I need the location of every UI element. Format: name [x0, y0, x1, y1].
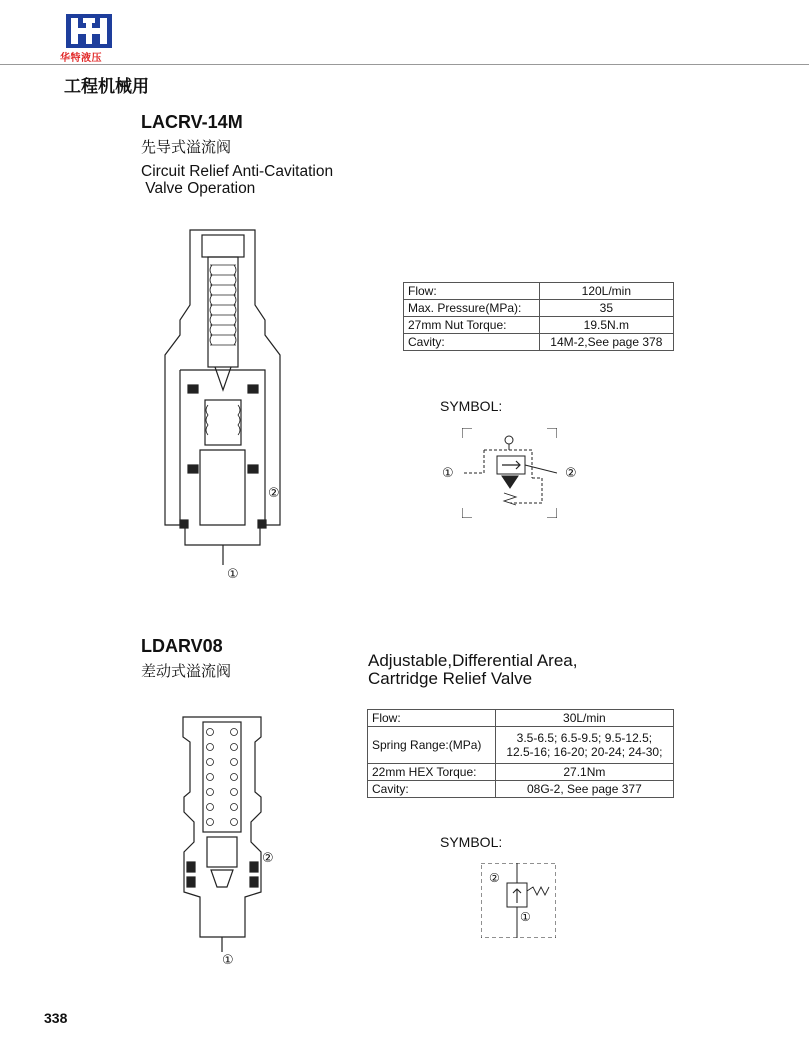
product1-symbol-port1: ① — [442, 465, 454, 480]
product2-symbol-label: SYMBOL: — [440, 834, 503, 850]
header-divider — [0, 64, 809, 65]
product1-spec-table — [403, 282, 674, 351]
table-row — [368, 710, 674, 727]
product2-symbol-port1: ① — [520, 910, 531, 924]
table-row — [404, 317, 674, 334]
product1-desc-line2: Valve Operation — [141, 180, 256, 197]
section-title: 工程机械用 — [64, 77, 149, 96]
spec-value: 120L/min — [539, 283, 673, 300]
product1-desc-line1: Circuit Relief Anti-Cavitation — [141, 163, 334, 180]
spec-label: 27mm Nut Torque: — [404, 317, 540, 334]
table-row — [404, 283, 674, 300]
spec-label: Spring Range:(MPa) — [368, 727, 496, 764]
spec-value-line2: 12.5-16; 16-20; 20-24; 24-30; — [506, 745, 663, 759]
product2-drawing-port1-label: ① — [222, 952, 234, 967]
product2-drawing-port2-label: ② — [262, 850, 274, 865]
table-row — [368, 764, 674, 781]
spec-value: 30L/min — [495, 710, 673, 727]
product2-desc-line1: Adjustable,Differential Area, — [368, 651, 578, 670]
product1-hydraulic-symbol — [462, 428, 557, 523]
product1-drawing-port2-label: ② — [268, 485, 280, 500]
product2-symbol-port2: ② — [489, 871, 500, 885]
spec-label: Flow: — [404, 283, 540, 300]
spec-value: 27.1Nm — [495, 764, 673, 781]
spec-label: Cavity: — [404, 334, 540, 351]
spec-label: Cavity: — [368, 781, 496, 798]
product1-cross-section-drawing — [150, 225, 300, 590]
product1-symbol-label: SYMBOL: — [440, 398, 503, 414]
brand-logo-text: 华特液压 — [60, 53, 102, 64]
product1-drawing-port1-label: ① — [227, 566, 239, 581]
page-number: 338 — [44, 1010, 68, 1026]
table-row — [404, 300, 674, 317]
product2-desc-line2: Cartridge Relief Valve — [368, 669, 533, 688]
table-row — [368, 727, 674, 764]
product2-name-cn: 差动式溢流阀 — [141, 663, 232, 680]
brand-logo-icon — [66, 14, 112, 48]
spec-label: 22mm HEX Torque: — [368, 764, 496, 781]
product1-name-cn: 先导式溢流阀 — [141, 139, 232, 156]
table-row — [404, 334, 674, 351]
spec-value: 35 — [539, 300, 673, 317]
product1-symbol-port2: ② — [565, 465, 577, 480]
product1-description — [141, 163, 333, 197]
product1-model: LACRV-14M — [141, 112, 243, 132]
spec-label: Max. Pressure(MPa): — [404, 300, 540, 317]
table-row — [368, 781, 674, 798]
spec-label: Flow: — [368, 710, 496, 727]
spec-value — [495, 727, 673, 764]
product2-cross-section-drawing — [175, 712, 270, 957]
product2-spec-table — [367, 709, 674, 798]
spec-value: 08G-2, See page 377 — [495, 781, 673, 798]
spec-value: 14M-2,See page 378 — [539, 334, 673, 351]
spec-value: 19.5N.m — [539, 317, 673, 334]
spec-value-line1: 3.5-6.5; 6.5-9.5; 9.5-12.5; — [516, 731, 653, 745]
product2-description — [368, 652, 577, 688]
product2-model: LDARV08 — [141, 636, 223, 656]
